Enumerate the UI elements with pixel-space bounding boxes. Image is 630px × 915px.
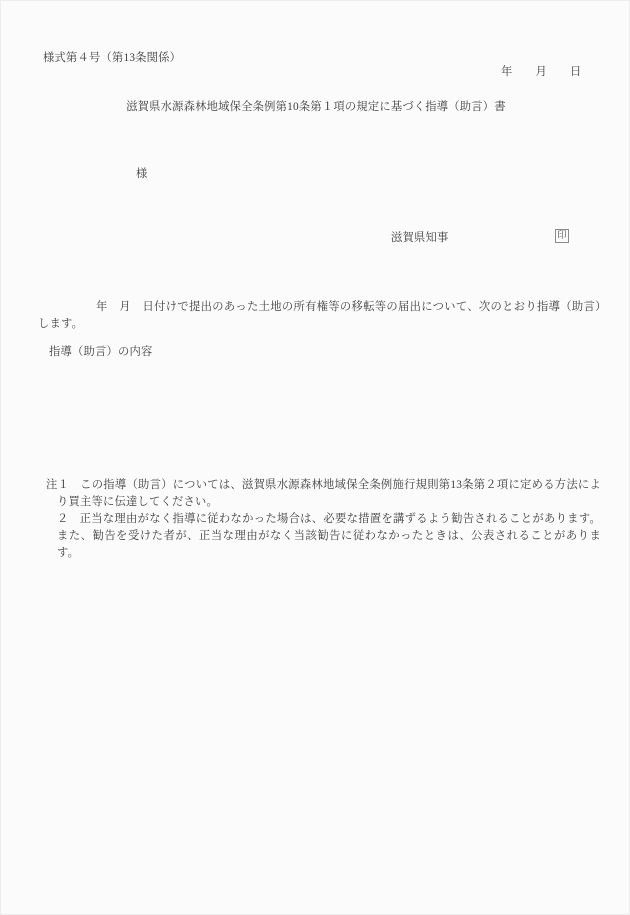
note-text: この指導（助言）については、滋賀県水源森林地域保全条例施行規則第13条第２項に定める方法により買主等に伝達してください。 <box>57 479 601 508</box>
seal-mark-icon: 印 <box>557 231 567 241</box>
note-label: 注１ <box>46 479 70 491</box>
note-text: 正当な理由がなく指導に従わなかった場合は、必要な措置を講ずるよう勧告されることがあります。また、勧告を受けた者が、正当な理由がなく当該勧告に従わなかったときは、公表されることがあります。 <box>57 513 601 559</box>
issuer-name: 滋賀県知事 <box>391 232 449 244</box>
note-item <box>46 477 601 511</box>
date-blank-line: 年 月 日 <box>501 66 582 78</box>
document-title: 滋賀県水源森林地域保全条例第10条第１項の規定に基づく指導（助言）書 <box>126 101 506 113</box>
note-item <box>57 511 601 562</box>
guidance-content-heading: 指導（助言）の内容 <box>49 346 153 358</box>
body-paragraph: 年 月 日付けで提出のあった土地の所有権等の移転等の届出について、次のとおり指導（助言）します。 <box>38 301 601 330</box>
addressee-honorific: 様 <box>136 168 148 180</box>
form-number: 様式第４号（第13条関係） <box>43 52 182 64</box>
notes-block <box>46 477 601 562</box>
note-label: ２ <box>57 513 69 525</box>
